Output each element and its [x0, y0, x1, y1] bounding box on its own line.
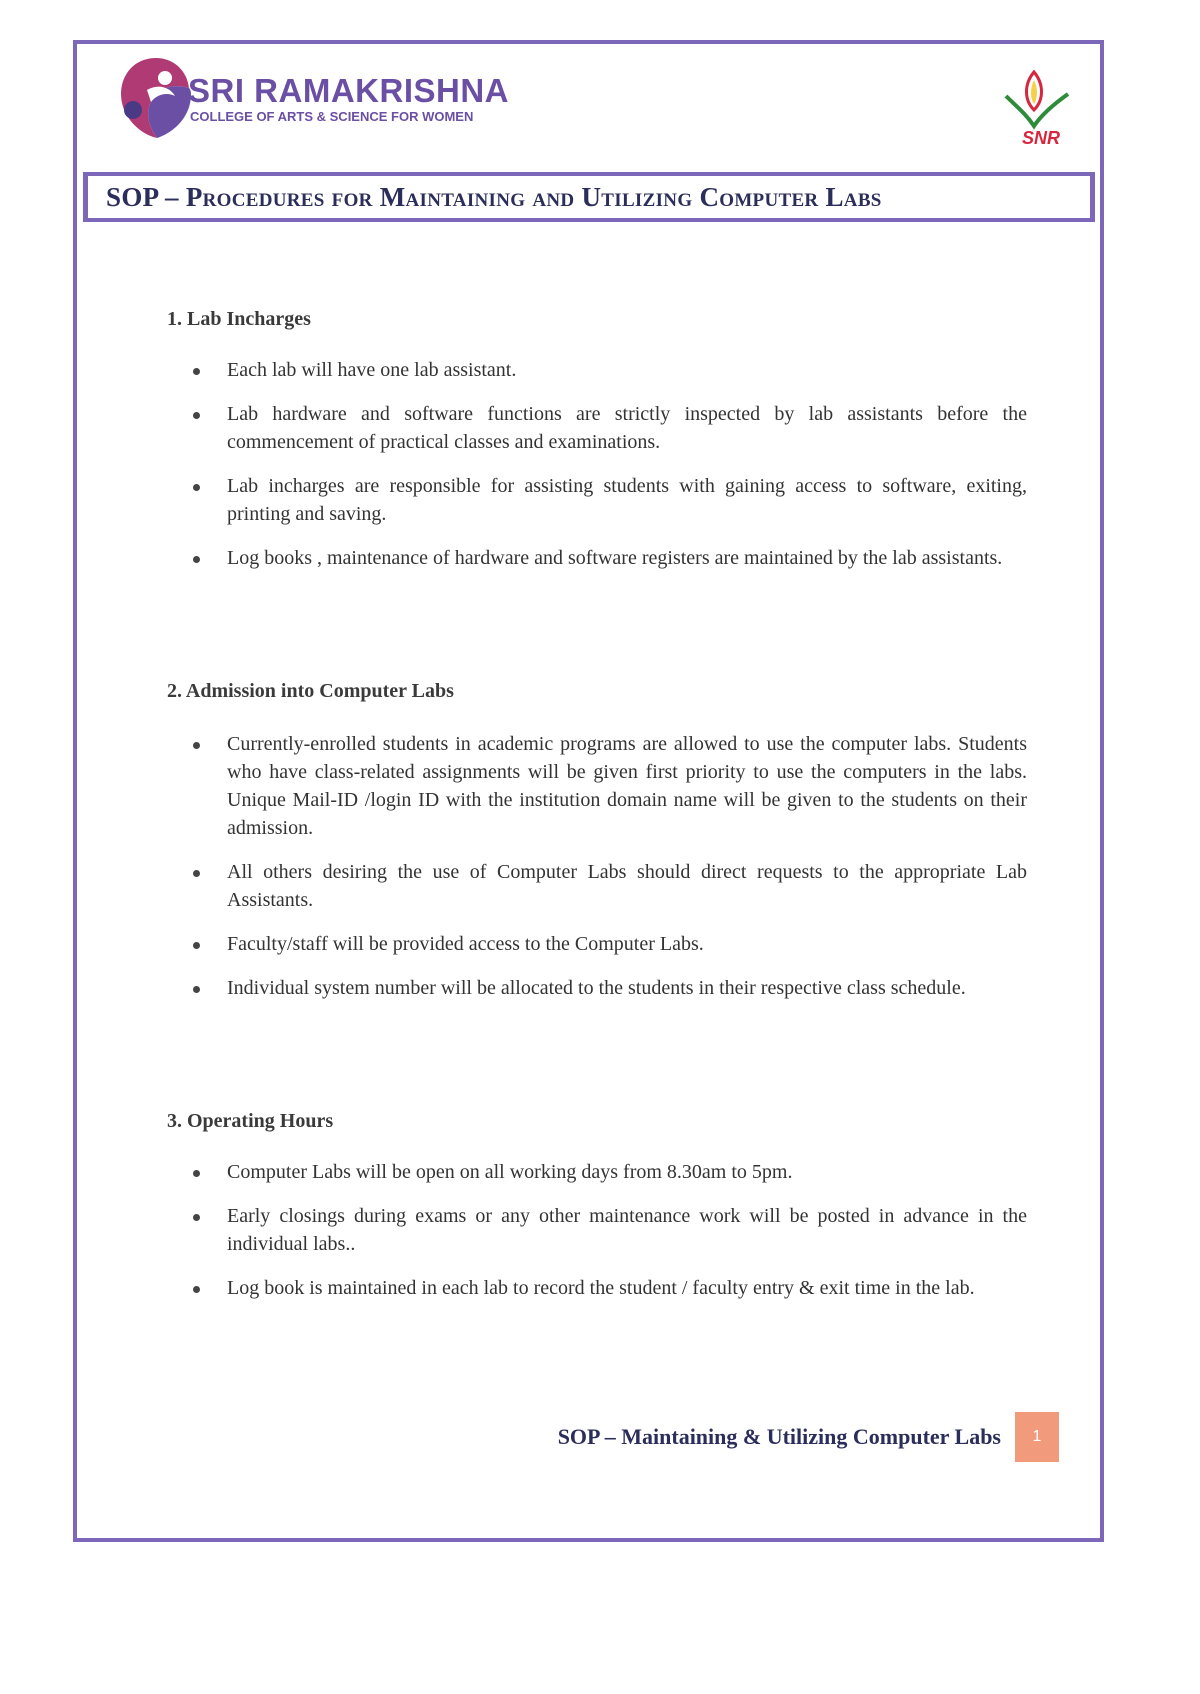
list-item: Early closings during exams or any other maintenance work will be posted in advance in the individual labs..	[189, 1202, 1027, 1258]
college-name: SRI RAMAKRISHNA	[188, 72, 509, 109]
footer-title: SOP – Maintaining & Utilizing Computer Labs	[557, 1424, 1001, 1449]
bullet-icon	[193, 556, 200, 563]
section-list	[189, 356, 1027, 588]
page-number-badge: 1	[1015, 1412, 1059, 1462]
page-footer	[437, 1412, 1059, 1462]
list-item: Lab incharges are responsible for assisting students with gaining access to software, exiting, printing and saving.	[189, 472, 1027, 528]
section-list	[189, 730, 1027, 1018]
bullet-icon	[193, 986, 200, 993]
page-header	[77, 44, 1100, 172]
section-heading: 1. Lab Incharges	[167, 308, 311, 330]
list-item: Computer Labs will be open on all working days from 8.30am to 5pm.	[189, 1158, 1027, 1186]
list-item: Individual system number will be allocated to the students in their respective class schedule.	[189, 974, 1027, 1002]
bullet-icon	[193, 742, 200, 749]
section-list	[189, 1158, 1027, 1318]
bullet-icon	[193, 412, 200, 419]
list-item: Faculty/staff will be provided access to the Computer Labs.	[189, 930, 1027, 958]
bullet-icon	[193, 484, 200, 491]
page-frame	[73, 40, 1104, 1542]
list-item: Log book is maintained in each lab to record the student / faculty entry & exit time in the lab.	[189, 1274, 1027, 1302]
bullet-icon	[193, 1170, 200, 1177]
bullet-icon	[193, 942, 200, 949]
college-subtitle: COLLEGE OF ARTS & SCIENCE FOR WOMEN	[190, 109, 474, 124]
page-title: SOP – Procedures for Maintaining and Utilizing Computer Labs	[106, 181, 882, 212]
bullet-icon	[193, 1214, 200, 1221]
section-heading: 2. Admission into Computer Labs	[167, 680, 454, 702]
snr-text: SNR	[1021, 128, 1060, 148]
title-bar	[83, 172, 1095, 222]
list-item: Currently-enrolled students in academic programs are allowed to use the computer labs. Students who have class-related assignments will be given first priority to use the computers in the labs. Unique Mail-ID /login ID with the institution domain name will be given to the students on their admission.	[189, 730, 1027, 842]
bullet-icon	[193, 870, 200, 877]
bullet-icon	[193, 368, 200, 375]
list-item: Lab hardware and software functions are strictly inspected by lab assistants before the commencement of practical classes and examinations.	[189, 400, 1027, 456]
list-item: Log books , maintenance of hardware and software registers are maintained by the lab assistants.	[189, 544, 1027, 572]
college-emblem-icon	[117, 54, 195, 140]
bullet-icon	[193, 1286, 200, 1293]
list-item: Each lab will have one lab assistant.	[189, 356, 1027, 384]
list-item: All others desiring the use of Computer Labs should direct requests to the appropriate Lab Assistants.	[189, 858, 1027, 914]
section-heading: 3. Operating Hours	[167, 1110, 334, 1132]
